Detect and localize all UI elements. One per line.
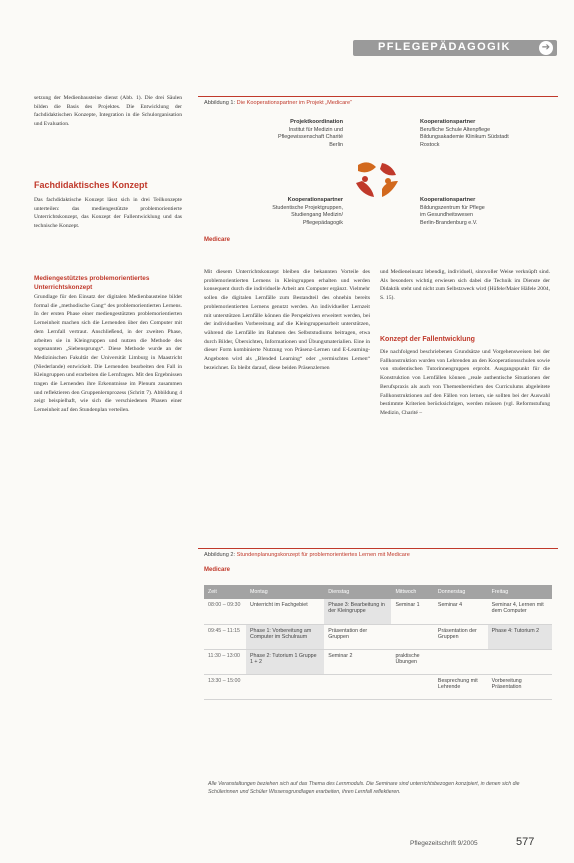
partner-line: Bildungsakademie Klinikum Südstadt (420, 134, 509, 141)
paragraph-unterrichtskonzept: Grundlage für den Einsatz der digitalen Medienbausteine bildet formal die „methodische Gang“ des problemorientierten Lernens. In der ersten Phase einer mediengestützten problemorientierten Lerneinheit machen sich die Lernenden über den Computer mit dem Lernfall vertraut. Anschließend, in der zweiten Phase, arbeiten sie in Kleingruppen und nutzen die Methode des sogenannten „Siebensprungs“. Diese Methode wurde an der Medizinischen Fakultät der Universität Limburg in Maastricht (Niederlande) entwickelt. Die Lernenden bearbeiten den Fall in Kleingruppen und erarbeiten die Lernfragen. Mit den Ergebnissen tragen die Lernenden ihre Erkenntnisse im Plenum zusammen und reflektieren den Gruppenlernprozess (Schritt 7). Abbildung 4 zeigt beispielhaft, wie sich die verschiedenen Phasen einer Lerneinheit auf den Stundenplan verteilen. (34, 294, 182, 414)
table-cell (488, 649, 552, 674)
table-cell (391, 624, 433, 649)
partner-title: Kooperationspartner (287, 197, 343, 203)
partner-line: Berlin-Brandenburg e.V. (420, 219, 478, 226)
partner-line: Berlin (329, 141, 343, 148)
paragraph-fachdidaktik: Das fachdidaktische Konzept lässt sich in drei Teilkonzepte unterteilen: das mediengestützte problemorientierte Unterrichtskonzept, das Konzept der Fallentwicklung und das technische Konzept. (34, 197, 182, 230)
column-header: Montag (246, 585, 324, 599)
table-cell: Phase 2: Tutorium 1 Gruppe 1 + 2 (246, 649, 324, 674)
footer-source: Pflegezeitschrift 9/2005 (410, 840, 478, 847)
column-header: Dienstag (324, 585, 391, 599)
paragraph-blended-learning: Mit diesem Unterrichtskonzept bleiben die bekannten Vorteile des problemorientierten Lernens in Kleingruppen erhalten und werden konsequent durch die individuelle Arbeit am Computer ergänzt. Vielmehr sollen die digitalen Lernfälle zum Bestandteil des ohnehin bereits problemorientierten Lernens genutzt werden. An individueller Lernzeit mit unterstützen Lernfälle können die Perspektiven erweitert werden, bei der individuellen Vorbereitung auf die Kleingruppenarbeit unterstützen, während die Lernfälle im Rahmen des Selbststudiums beitragen, etwa durch Bilder, Übersichten, Informationen und Übungsmaterialien. Eine in dieser Form kombinierte Nutzung von Präsenz-Lernen und E-Learning-Angeboten wird als „Blended Learning“ oder „vermischtes Lernen“ bezeichnet. Es bleibt darauf, diese beiden Präsenzlernen (204, 269, 370, 371)
table-cell: 09:45 – 11:15 (204, 624, 246, 649)
schedule-table (204, 585, 552, 700)
partner-line: Berufliche Schule Altenpflege (420, 126, 491, 133)
subheading-unterrichtskonzept: Mediengestütztes problemorientiertes Unterrichtskonzept (34, 275, 150, 291)
table-cell: praktische Übungen (391, 649, 433, 674)
table-cell: Präsentation der Gruppen (324, 624, 391, 649)
partner-box-student-groups (238, 197, 343, 227)
table-cell: Besprechung mit Lehrende (434, 674, 488, 699)
figure-1 (198, 96, 558, 246)
partner-line: Bildungszentrum für Pflege (420, 204, 485, 211)
table-cell: Phase 4: Tutorium 2 (488, 624, 552, 649)
table-cell: 08:00 – 09:30 (204, 599, 246, 624)
partner-title: Projektkoordination (290, 119, 343, 125)
table-cell (324, 674, 391, 699)
page-number: 577 (516, 836, 535, 848)
table-row (204, 624, 552, 649)
partner-line: im Gesundheitswesen (420, 212, 474, 219)
column-header: Freitag (488, 585, 552, 599)
table-cell: Seminar 4 (434, 599, 488, 624)
table-cell (391, 674, 433, 699)
figure-2-caption (204, 552, 410, 558)
partner-title: Kooperationspartner (420, 119, 476, 125)
paragraph-fallentwicklung: Die nachfolgend beschriebenen Grundsätze und Vorgehensweisen bei der Fallkonstruktion wurden von Lehrenden an den Kooperationsschulen sowie von studentischen Tutorinnengruppen erprobt. Ausgangspunkt für die Konstruktion von Lernfällen können „reale authentische Situationen der Berufspraxis als auch von Themenbereichen des Curriculums abgeleitete Fallkonstruktionen auf den Fällen von lernen, sie sollten bei der Auswahl bestimmte Kriterien berücksichtigen, werden müssen (vgl. Reformstufung Medizin, Charité – (380, 349, 550, 416)
medicare-logo: Medicare (204, 567, 231, 573)
medicare-puzzle-icon (348, 157, 408, 205)
table-cell: Phase 1: Vorbereitung am Computer im Schulraum (246, 624, 324, 649)
partner-line: Pflegepädagogik (302, 219, 343, 226)
figure-2-label: Abbildung 2: (204, 552, 236, 558)
partner-line: Rostock (420, 141, 440, 148)
partner-box-coordination (238, 119, 343, 149)
paragraph-technik: und Medieneinsatz lebendig, individuell, sinnvoller Weise verknüpft sind. Als besonders wichtig erwiesen sich dabei die Technik im Dienste der Didaktik steht und nicht zum Selbstzweck wird (Hüfele/Maier Häfele 2004, S. 15). (380, 269, 550, 302)
partner-line: Pflegewissenschaft Charité (277, 134, 343, 141)
heading-fachdidaktisches-konzept: Fachdidaktisches Konzept (34, 180, 148, 190)
intro-paragraph: setzung der Medienbausteine dienst (Abb. 1). Die drei Säulen bilden die Basis des Projektes. Die Entwicklung der fachdidaktischen Konzepte, Integration in die Schulorganisation und Evaluation. (34, 95, 182, 128)
partner-line: Studiengang Medizin/ (291, 212, 343, 219)
table-cell: Seminar 2 (324, 649, 391, 674)
figure-1-title: Die Kooperationspartner im Projekt „Medicare“ (236, 100, 353, 106)
circle-arrow-icon: ➔ (539, 41, 553, 55)
table-cell: Präsentation der Gruppen (434, 624, 488, 649)
column-header: Zeit (204, 585, 246, 599)
table-row (204, 674, 552, 699)
section-title: PFLEGEPÄDAGOGIK (378, 41, 511, 53)
table-header-row (204, 585, 552, 599)
table-row (204, 649, 552, 674)
table-cell: Phase 3: Bearbeitung in der Kleingruppe (324, 599, 391, 624)
table-cell: 11:30 – 13:00 (204, 649, 246, 674)
table-cell: Vorbereitung Präsentation (488, 674, 552, 699)
figure-2 (198, 548, 558, 820)
table-cell: Seminar 1 (391, 599, 433, 624)
table-cell (434, 649, 488, 674)
partner-line: Institut für Medizin und (288, 126, 343, 133)
partner-line: Studentische Projektgruppen, (272, 204, 343, 211)
figure-1-caption (204, 100, 352, 106)
medicare-logo: Medicare (204, 237, 231, 243)
figure-1-label: Abbildung 1: (204, 100, 236, 106)
heading-fallentwicklung: Konzept der Fallentwicklung (380, 336, 475, 343)
table-cell (246, 674, 324, 699)
column-header: Donnerstag (434, 585, 488, 599)
table-row (204, 599, 552, 624)
partner-title: Kooperationspartner (420, 197, 476, 203)
table-cell: Seminar 4, Lernen mit dem Computer (488, 599, 552, 624)
table-cell: Unterricht im Fachgebiet (246, 599, 324, 624)
figure-2-title: Stundenplanungskonzept für problemorientiertes Lernen mit Medicare (236, 552, 410, 558)
partner-box-rostock (420, 119, 550, 149)
figure-2-footnote: Alle Veranstaltungen beziehen sich auf das Thema des Lernmoduls. Die Seminare sind unterrichtsbezogen konzipiert, in denen sich die Schülerinnen und Schüler Wissensgrundlagen erarbeiten, ihren Lernfall reflektieren. (208, 781, 520, 795)
table-cell: 13:30 – 15:00 (204, 674, 246, 699)
column-header: Mittwoch (391, 585, 433, 599)
partner-box-berlin (420, 197, 550, 227)
